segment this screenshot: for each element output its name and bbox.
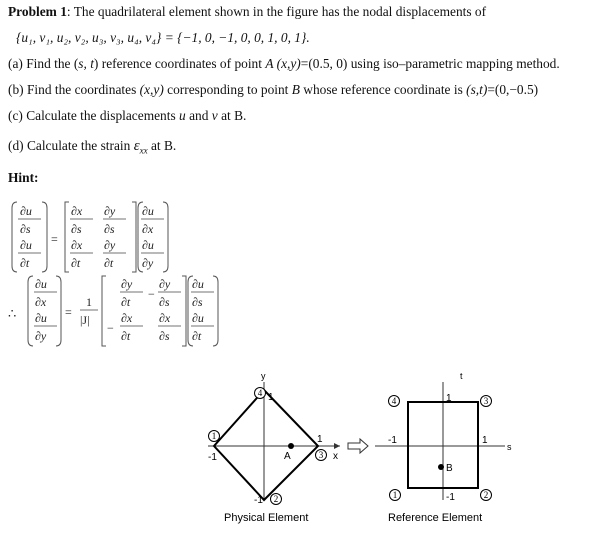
physical-quadrilateral bbox=[211, 390, 318, 500]
hint-equation-1 bbox=[12, 202, 168, 272]
eq2-dy-3: ∂y bbox=[159, 277, 171, 291]
eq1-dt-3: ∂t bbox=[104, 256, 114, 270]
eq1-ds-3: ∂s bbox=[104, 222, 115, 236]
therefore-symbol: ∴ bbox=[8, 306, 17, 321]
hint-equation-2 bbox=[8, 276, 218, 346]
eq2-dx-1: ∂x bbox=[35, 295, 47, 309]
point-b-marker bbox=[438, 464, 444, 470]
reference-element-caption: Reference Element bbox=[388, 512, 483, 524]
physical-tick-left: -1 bbox=[208, 452, 217, 463]
point-b-label: B bbox=[446, 463, 453, 474]
reference-tick-left: -1 bbox=[388, 435, 397, 446]
eq2-minus-2: − bbox=[107, 321, 114, 335]
reference-node-4-label: 4 bbox=[391, 396, 397, 406]
physical-node-4-label: 4 bbox=[257, 388, 263, 398]
physical-x-axis-label: x bbox=[333, 451, 338, 462]
reference-node-3-label: 3 bbox=[483, 396, 489, 406]
reference-element-figure bbox=[375, 371, 512, 524]
eq2-du-4: ∂u bbox=[192, 311, 204, 325]
physical-node-3-label: 3 bbox=[318, 450, 324, 460]
reference-node-1-label: 1 bbox=[392, 490, 398, 500]
eq2-dt-2: ∂t bbox=[121, 329, 131, 343]
reference-tick-bottom: -1 bbox=[446, 492, 455, 503]
eq2-du-3: ∂u bbox=[192, 277, 204, 291]
eq2-du-1: ∂u bbox=[35, 277, 47, 291]
eq2-dt-1: ∂t bbox=[121, 295, 131, 309]
reference-t-axis-label: t bbox=[460, 371, 463, 381]
eq2-ds-1: ∂s bbox=[159, 295, 170, 309]
part-d: (d) Calculate the strain $\varepsilon_{xx}$ at B. bbox=[8, 138, 177, 156]
part-b: (b) Find the coordinates (x,y) corresponding to point B whose reference coordinate is (s,t)=(0,−0.5) bbox=[8, 82, 539, 97]
physical-tick-top: 1 bbox=[268, 392, 274, 403]
eq2-dy-2: ∂y bbox=[121, 277, 133, 291]
eq2-one: 1 bbox=[86, 295, 92, 309]
eq1-ds-2: ∂s bbox=[71, 222, 82, 236]
displacement-vector: {u₁, v₁, u₂, v₂, u₃, v₃, u₄, v₄} = {−1, 0, −1, 0, 0, 1, 0, 1}. bbox=[16, 30, 310, 45]
physical-node-2-label: 2 bbox=[273, 494, 279, 504]
reference-s-axis-label: s bbox=[507, 442, 512, 452]
problem-statement: : The quadrilateral element shown in the figure has the nodal displacements of bbox=[66, 4, 487, 19]
eq1-dy-1: ∂y bbox=[104, 204, 116, 218]
problem-label: Problem 1 bbox=[8, 4, 67, 19]
eq2-dt-3: ∂t bbox=[192, 329, 202, 343]
eq2-equals: = bbox=[65, 305, 72, 319]
physical-tick-right: 1 bbox=[317, 434, 323, 445]
point-a-label: A bbox=[284, 451, 291, 462]
eq2-dy-1: ∂y bbox=[35, 329, 47, 343]
eq1-dx-3: ∂x bbox=[142, 222, 154, 236]
mapping-arrow-icon bbox=[348, 439, 368, 453]
eq2-ds-2: ∂s bbox=[159, 329, 170, 343]
eq2-ds-3: ∂s bbox=[192, 295, 203, 309]
eq1-du-3: ∂u bbox=[142, 204, 154, 218]
eq2-du-2: ∂u bbox=[35, 311, 47, 325]
eq1-du-1: ∂u bbox=[20, 204, 32, 218]
eq1-equals: = bbox=[51, 232, 58, 246]
physical-element-caption: Physical Element bbox=[224, 512, 309, 524]
eq1-ds-1: ∂s bbox=[20, 222, 31, 236]
reference-tick-top: 1 bbox=[446, 393, 452, 404]
eq1-dy-3: ∂y bbox=[142, 256, 154, 270]
reference-node-2-label: 2 bbox=[483, 490, 489, 500]
eq1-du-2: ∂u bbox=[20, 238, 32, 252]
eq1-dt-2: ∂t bbox=[71, 256, 81, 270]
physical-node-1-label: 1 bbox=[211, 431, 217, 441]
physical-tick-bottom: -1 bbox=[254, 495, 263, 506]
eq2-dx-3: ∂x bbox=[159, 311, 171, 325]
point-a-marker bbox=[288, 443, 294, 449]
eq2-jacobian-det: |J| bbox=[80, 313, 90, 327]
physical-y-axis-label: y bbox=[261, 371, 266, 381]
part-c: (c) Calculate the displacements u and v at B. bbox=[8, 108, 247, 123]
eq1-dx-2: ∂x bbox=[71, 238, 83, 252]
reference-tick-right: 1 bbox=[482, 435, 488, 446]
eq1-dt-1: ∂t bbox=[20, 256, 30, 270]
eq2-minus-1: − bbox=[148, 287, 155, 301]
physical-element-figure bbox=[208, 371, 340, 524]
eq1-du-4: ∂u bbox=[142, 238, 154, 252]
eq1-dy-2: ∂y bbox=[104, 238, 116, 252]
eq1-dx-1: ∂x bbox=[71, 204, 83, 218]
eq2-dx-2: ∂x bbox=[121, 311, 133, 325]
hint-label: Hint: bbox=[8, 170, 39, 185]
part-a: (a) Find the (s, t) reference coordinates of point A (x,y)=(0.5, 0) using iso–parametric mapping method. bbox=[8, 56, 560, 71]
